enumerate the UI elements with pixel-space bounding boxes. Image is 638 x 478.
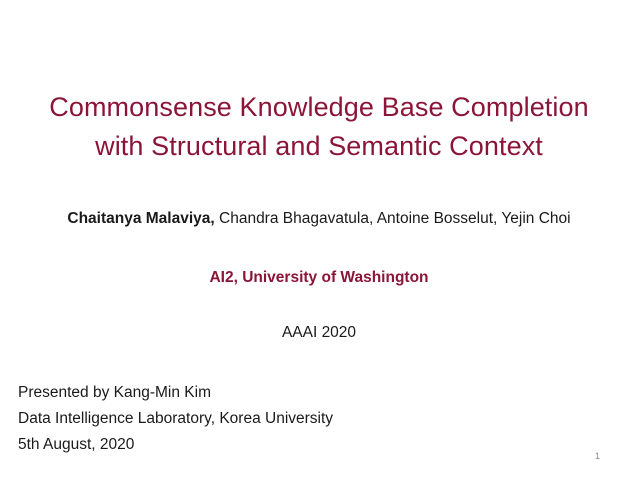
affiliation: AI2, University of Washington (209, 269, 429, 286)
lead-author: Chaitanya Malaviya, (67, 210, 215, 227)
author-list (0, 210, 638, 228)
venue: AAAI 2020 (281, 324, 357, 341)
page-number: 1 (594, 451, 600, 461)
presenter-name: Presented by Kang-Min Kim (18, 384, 211, 401)
presenter-info (18, 380, 333, 458)
title-line: with Structural and Semantic Context (95, 131, 543, 161)
slide-title (0, 88, 638, 166)
presenter-lab: Data Intelligence Laboratory, Korea University (18, 410, 334, 427)
co-authors: Chandra Bhagavatula, Antoine Bosselut, Yejin Choi (214, 210, 571, 227)
title-line: Commonsense Knowledge Base Completion (49, 92, 589, 122)
presentation-date: 5th August, 2020 (18, 436, 135, 453)
